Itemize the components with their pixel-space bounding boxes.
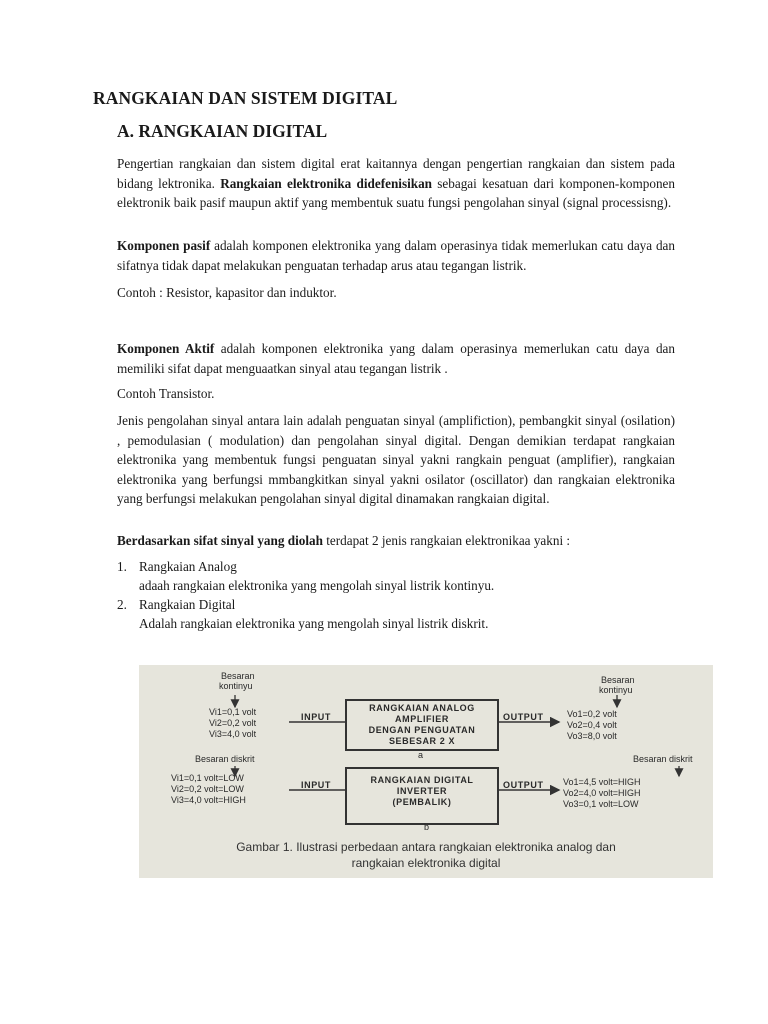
figure-analog-vs-digital — [139, 665, 713, 878]
list-item — [117, 595, 677, 635]
list-item — [117, 557, 677, 597]
digital-inverter-box — [345, 767, 499, 825]
output-value: Vo3=0,1 volt=LOW — [563, 799, 639, 809]
paragraph-passive — [117, 236, 675, 275]
input-value: Vi3=4,0 volt=HIGH — [171, 795, 246, 805]
output-value: Vo2=0,4 volt — [567, 720, 617, 730]
figure-caption: rangkaian elektronika digital — [351, 856, 501, 870]
box-line: DENGAN PENGUATAN — [368, 725, 476, 735]
box-line: INVERTER — [396, 786, 448, 796]
input-value: Vi2=0,2 volt — [209, 718, 257, 728]
output-value: Vo3=8,0 volt — [567, 731, 617, 741]
input-value: Vi1=0,1 volt — [209, 707, 257, 717]
input-quantity-label: kontinyu — [219, 681, 253, 691]
output-value: Vo2=4,0 volt=HIGH — [563, 788, 641, 798]
bold-term: Komponen Aktif — [117, 341, 215, 356]
paragraph-active — [117, 339, 675, 378]
analog-amplifier-box — [345, 699, 499, 751]
input-value: Vi1=0,1 volt=LOW — [171, 773, 244, 783]
output-value: Vo1=4,5 volt=HIGH — [563, 777, 641, 787]
figure-part-tag: a — [418, 750, 424, 760]
input-quantity-label: Besaran — [221, 671, 255, 681]
input-value: Vi2=0,2 volt=LOW — [171, 784, 244, 794]
list-number: 1. — [117, 559, 127, 574]
input-quantity-label: Besaran diskrit — [195, 754, 255, 764]
section-heading: A. RANGKAIAN DIGITAL — [117, 121, 328, 141]
figure-caption: Gambar 1. Ilustrasi perbedaan antara rangkaian elektronika analog dan — [236, 840, 616, 854]
list-item-title: Rangkaian Digital — [139, 597, 236, 612]
output-label: OUTPUT — [503, 712, 544, 722]
paragraph-active-example: Contoh Transistor. — [117, 386, 215, 401]
list-item-description: adaah rangkaian elektronika yang mengolah sinyal listrik kontinyu. — [139, 578, 495, 593]
output-value: Vo1=0,2 volt — [567, 709, 617, 719]
paragraph-text: Pengertian rangkaian dan sistem digital erat kaitannya dengan pengertian rangkaian dan sistem pada bidang lektronika. — [117, 156, 675, 191]
document-title: RANGKAIAN DAN SISTEM DIGITAL — [93, 88, 398, 108]
paragraph-signal-processing: Jenis pengolahan sinyal antara lain adalah penguatan sinyal (amplifiction), pembangkit sinyal (osilation) , pemodulasian ( modulation) dan pengolahan sinyal digital. Dengan demikian terdapat rangkaian elektronika yang membentuk fungsi penguatan sinyal yakni rangkain penguat (amplifier), rangkaian elektronika yang berfungsi mmbangkitkan sinyal yakni osilator (oscillator) dan rangkaian elektronika yang berfungsi melakukan pengolahan sinyal digital dinamakan rangkaian digital. — [117, 413, 675, 506]
paragraph-text: adalah komponen elektronika yang dalam operasinya tidak memerlukan catu daya dan sifatnya tidak dapat melakukan penguatan terhadap arus atau tegangan listrik. — [117, 238, 676, 273]
box-line: SEBESAR 2 X — [388, 736, 456, 746]
output-label: OUTPUT — [503, 780, 544, 790]
box-line: RANGKAIAN ANALOG — [369, 703, 475, 713]
list-item-title: Rangkaian Analog — [139, 559, 237, 574]
output-quantity-label: Besaran diskrit — [633, 754, 693, 764]
bold-term: Rangkaian elektronika didefenisikan — [220, 175, 433, 191]
paragraph-text: adalah komponen elektronika yang dalam operasinya memerlukan catu daya dan memiliki sifat dapat menguaatkan sinyal atau tegangan listrik . — [117, 341, 675, 376]
paragraph-types-intro — [117, 531, 675, 551]
paragraph-text: terdapat 2 jenis rangkaian elektronikaa yakni : — [322, 533, 571, 548]
output-quantity-label: kontinyu — [599, 685, 633, 695]
paragraph-definition — [117, 154, 675, 213]
paragraph-passive-example: Contoh : Resistor, kapasitor dan induktor. — [117, 285, 337, 300]
list-number: 2. — [117, 597, 127, 612]
bold-term: Berdasarkan sifat sinyal yang diolah — [117, 533, 323, 548]
figure-part-tag: b — [424, 822, 430, 832]
input-label: INPUT — [301, 712, 331, 722]
list-item-description: Adalah rangkaian elektronika yang mengolah sinyal listrik diskrit. — [139, 616, 489, 631]
paragraph-text: sebagai kesatuan dari komponen-komponen elektronik baik pasif maupun aktif yang membentuk suatu fungsi pengolahan sinyal (signal processisng). — [117, 175, 675, 210]
input-label: INPUT — [301, 780, 331, 790]
box-line: RANGKAIAN DIGITAL — [370, 775, 474, 785]
output-quantity-label: Besaran — [601, 675, 635, 685]
input-value: Vi3=4,0 volt — [209, 729, 257, 739]
box-line: (PEMBALIK) — [392, 797, 452, 807]
box-line: AMPLIFIER — [395, 714, 449, 724]
bold-term: Komponen pasif — [117, 238, 211, 253]
